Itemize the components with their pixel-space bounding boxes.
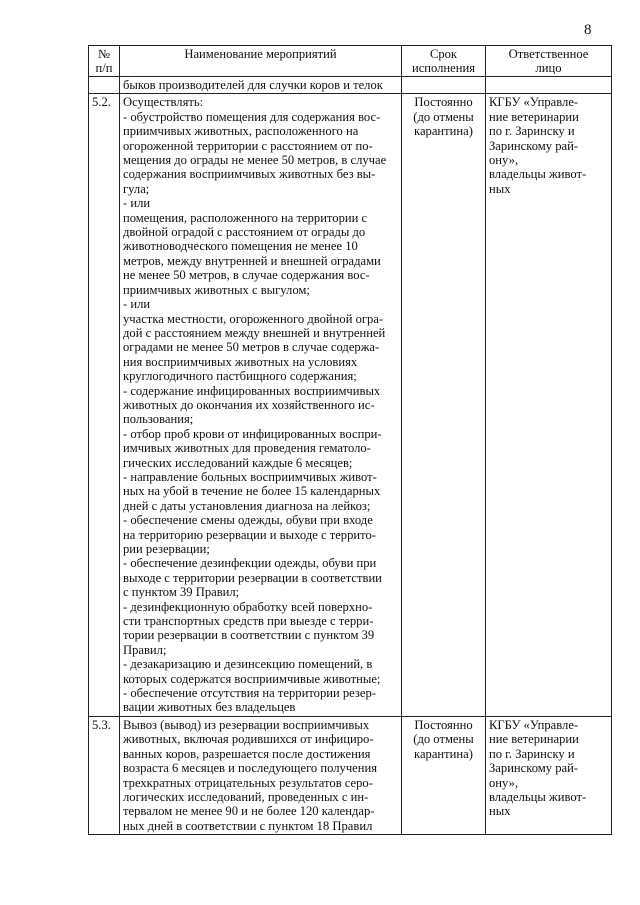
responsible-text-line: ону», (489, 775, 519, 790)
measure-text-line: возраста 6 месяцев и последующего получения (123, 761, 378, 776)
table-row (89, 716, 612, 834)
measure-text-line: животных до окончания их хозяйственного ис- (123, 397, 375, 412)
measures-table (88, 45, 612, 835)
measure-text-line: вации животных без владельцев (123, 700, 296, 715)
measure-text-line: участка местности, огороженного двойной огра- (123, 311, 384, 326)
measure-text-line: - направление больных восприимчивых живот- (123, 469, 377, 484)
measure-text-line: - обеспечение дезинфекции одежды, обуви при (123, 556, 377, 571)
measure-text-line: - отбор проб крови от инфицированных воспри- (123, 426, 382, 441)
measure-text-line: - содержание инфицированных восприимчивых (123, 383, 381, 398)
measure-text-line: сти транспортных средств при выезде с терри- (123, 614, 374, 629)
measure-text-line: ния восприимчивых животных на условиях (123, 354, 358, 369)
term-text (402, 716, 486, 834)
responsible-text-line: по г. Заринску и (489, 746, 575, 761)
term-text-line: карантина) (414, 746, 473, 761)
responsible-text (486, 716, 612, 834)
measure-text-line: ванных коров, разрешается после достижения (123, 746, 371, 761)
responsible-text-line: владельцы живот- (489, 167, 587, 182)
responsible-text-line: ние ветеринарии (489, 109, 579, 124)
measure-text-line: мещения до ограды не менее 50 метров, в случае (123, 153, 387, 168)
measure-text-line: дой с расстоянием между внешней и внутренней (123, 325, 386, 340)
responsible-text-line: ных (489, 181, 511, 196)
measure-text-line: двойной оградой с расстоянием от ограды до (123, 225, 366, 240)
measure-text-line: помещения, расположенного на территории с (123, 210, 368, 225)
measure-text-line: имчивых животных для проведения гематоло- (123, 441, 371, 456)
measure-text-line: животноводческого помещения не менее 10 (123, 239, 358, 254)
header-term-line: Срок (429, 47, 458, 61)
measure-text-line: - дезакаризацию и дезинсекцию помещений, в (123, 657, 373, 672)
measure-text-line: не менее 50 метров, в случае содержания вос- (123, 268, 370, 283)
measure-text-line: выходе с территории резервации в соответствии (123, 570, 382, 585)
measure-text-line: огороженной территории с расстоянием от по- (123, 138, 373, 153)
measure-text-line: ных дней в соответствии с пунктом 18 Правил (123, 818, 373, 833)
measure-text-line: дней с даты установления диагноза на лейкоз; (123, 498, 371, 513)
measure-text-line: животных, включая родившихся от инфициро- (123, 732, 374, 747)
term-text-line: Постоянно (414, 95, 473, 110)
measure-text (120, 94, 402, 716)
measure-text-line: ных на убой в течение не более 15 календарных (123, 484, 381, 499)
header-name: Наименование мероприятий (120, 46, 402, 77)
page-number: 8 (584, 22, 592, 38)
continuation-row (89, 77, 612, 94)
term-text-line: карантина) (414, 124, 473, 139)
responsible-text-line: ние ветеринарии (489, 732, 579, 747)
header-resp-line: Ответственное (508, 47, 589, 61)
measure-text-line: приимчивых животных, расположенного на (123, 124, 359, 139)
continuation-term-cell (402, 77, 486, 94)
header-num (89, 46, 120, 77)
measure-text-line: - дезинфекционную обработку всей поверхно- (123, 599, 373, 614)
term-text-line: (до отмены (413, 732, 474, 747)
measure-text-line: - или (123, 297, 151, 312)
measure-text-line: - или (123, 196, 151, 211)
responsible-text (486, 94, 612, 716)
term-text (402, 94, 486, 716)
term-text-line: Постоянно (414, 717, 473, 732)
measure-text-line: - обустройство помещения для содержания вос- (123, 109, 381, 124)
term-text-line: (до отмены (413, 109, 474, 124)
measure-text-line: логических исследований, проведенных с ин- (123, 789, 369, 804)
row-number: 5.2. (89, 94, 120, 716)
measure-text-line: Вывоз (вывод) из резервации восприимчивых (123, 717, 370, 732)
header-resp (486, 46, 612, 77)
responsible-text-line: ону», (489, 153, 519, 168)
measure-text (120, 716, 402, 834)
continuation-resp-cell (486, 77, 612, 94)
measure-text-line: - обеспечение смены одежды, обуви при входе (123, 513, 373, 528)
measure-text-line: тории резервации в соответствии с пунктом 39 (123, 628, 375, 643)
responsible-text-line: Заринскому рай- (489, 138, 579, 153)
measure-text-line: Правил; (123, 642, 167, 657)
responsible-text-line: ных (489, 804, 511, 819)
responsible-text-line: КГБУ «Управле- (489, 717, 579, 732)
header-term (402, 46, 486, 77)
responsible-text-line: владельцы живот- (489, 789, 587, 804)
header-resp-line: лицо (535, 61, 562, 75)
table-row (89, 94, 612, 716)
measure-text-line: метров, между внутренней и внешней оградами (123, 253, 381, 268)
responsible-text-line: Заринскому рай- (489, 761, 579, 776)
measure-text-line: гических исследований каждые 6 месяцев; (123, 455, 353, 470)
measure-text-line: с пунктом 39 Правил; (123, 585, 240, 600)
measure-text-line: содержания восприимчивых животных без вы- (123, 167, 376, 182)
continuation-num-cell (89, 77, 120, 94)
measure-text-line: гула; (123, 181, 150, 196)
measure-text-line: круглогодичного пастбищного содержания; (123, 369, 357, 384)
measure-text-line: рии резервации; (123, 542, 210, 556)
responsible-text-line: КГБУ «Управле- (489, 95, 579, 110)
measure-text-line: на территорию резервации и выходе с террито- (123, 527, 376, 542)
continuation-text: быков производителей для случки коров и телок (120, 77, 402, 94)
measure-text-line: тервалом не менее 90 и не более 120 календар- (123, 804, 375, 819)
measure-text-line: оградами не менее 50 метров в случае содержа- (123, 340, 380, 355)
measure-text-line: - обеспечение отсутствия на территории резер- (123, 686, 376, 701)
measure-text-line: приимчивых животных с выгулом; (123, 282, 310, 297)
measure-text-line: Осуществлять: (123, 95, 204, 110)
measure-text-line: которых содержатся восприимчивые животные; (123, 671, 381, 686)
measure-text-line: трехкратных отрицательных результатов серо- (123, 775, 373, 790)
header-num-line: № (97, 47, 111, 61)
table-header-row (89, 46, 612, 77)
row-number: 5.3. (89, 716, 120, 834)
header-term-line: исполнения (411, 61, 476, 75)
header-num-line: п/п (95, 61, 113, 75)
responsible-text-line: по г. Заринску и (489, 124, 575, 139)
measure-text-line: пользования; (123, 412, 194, 427)
